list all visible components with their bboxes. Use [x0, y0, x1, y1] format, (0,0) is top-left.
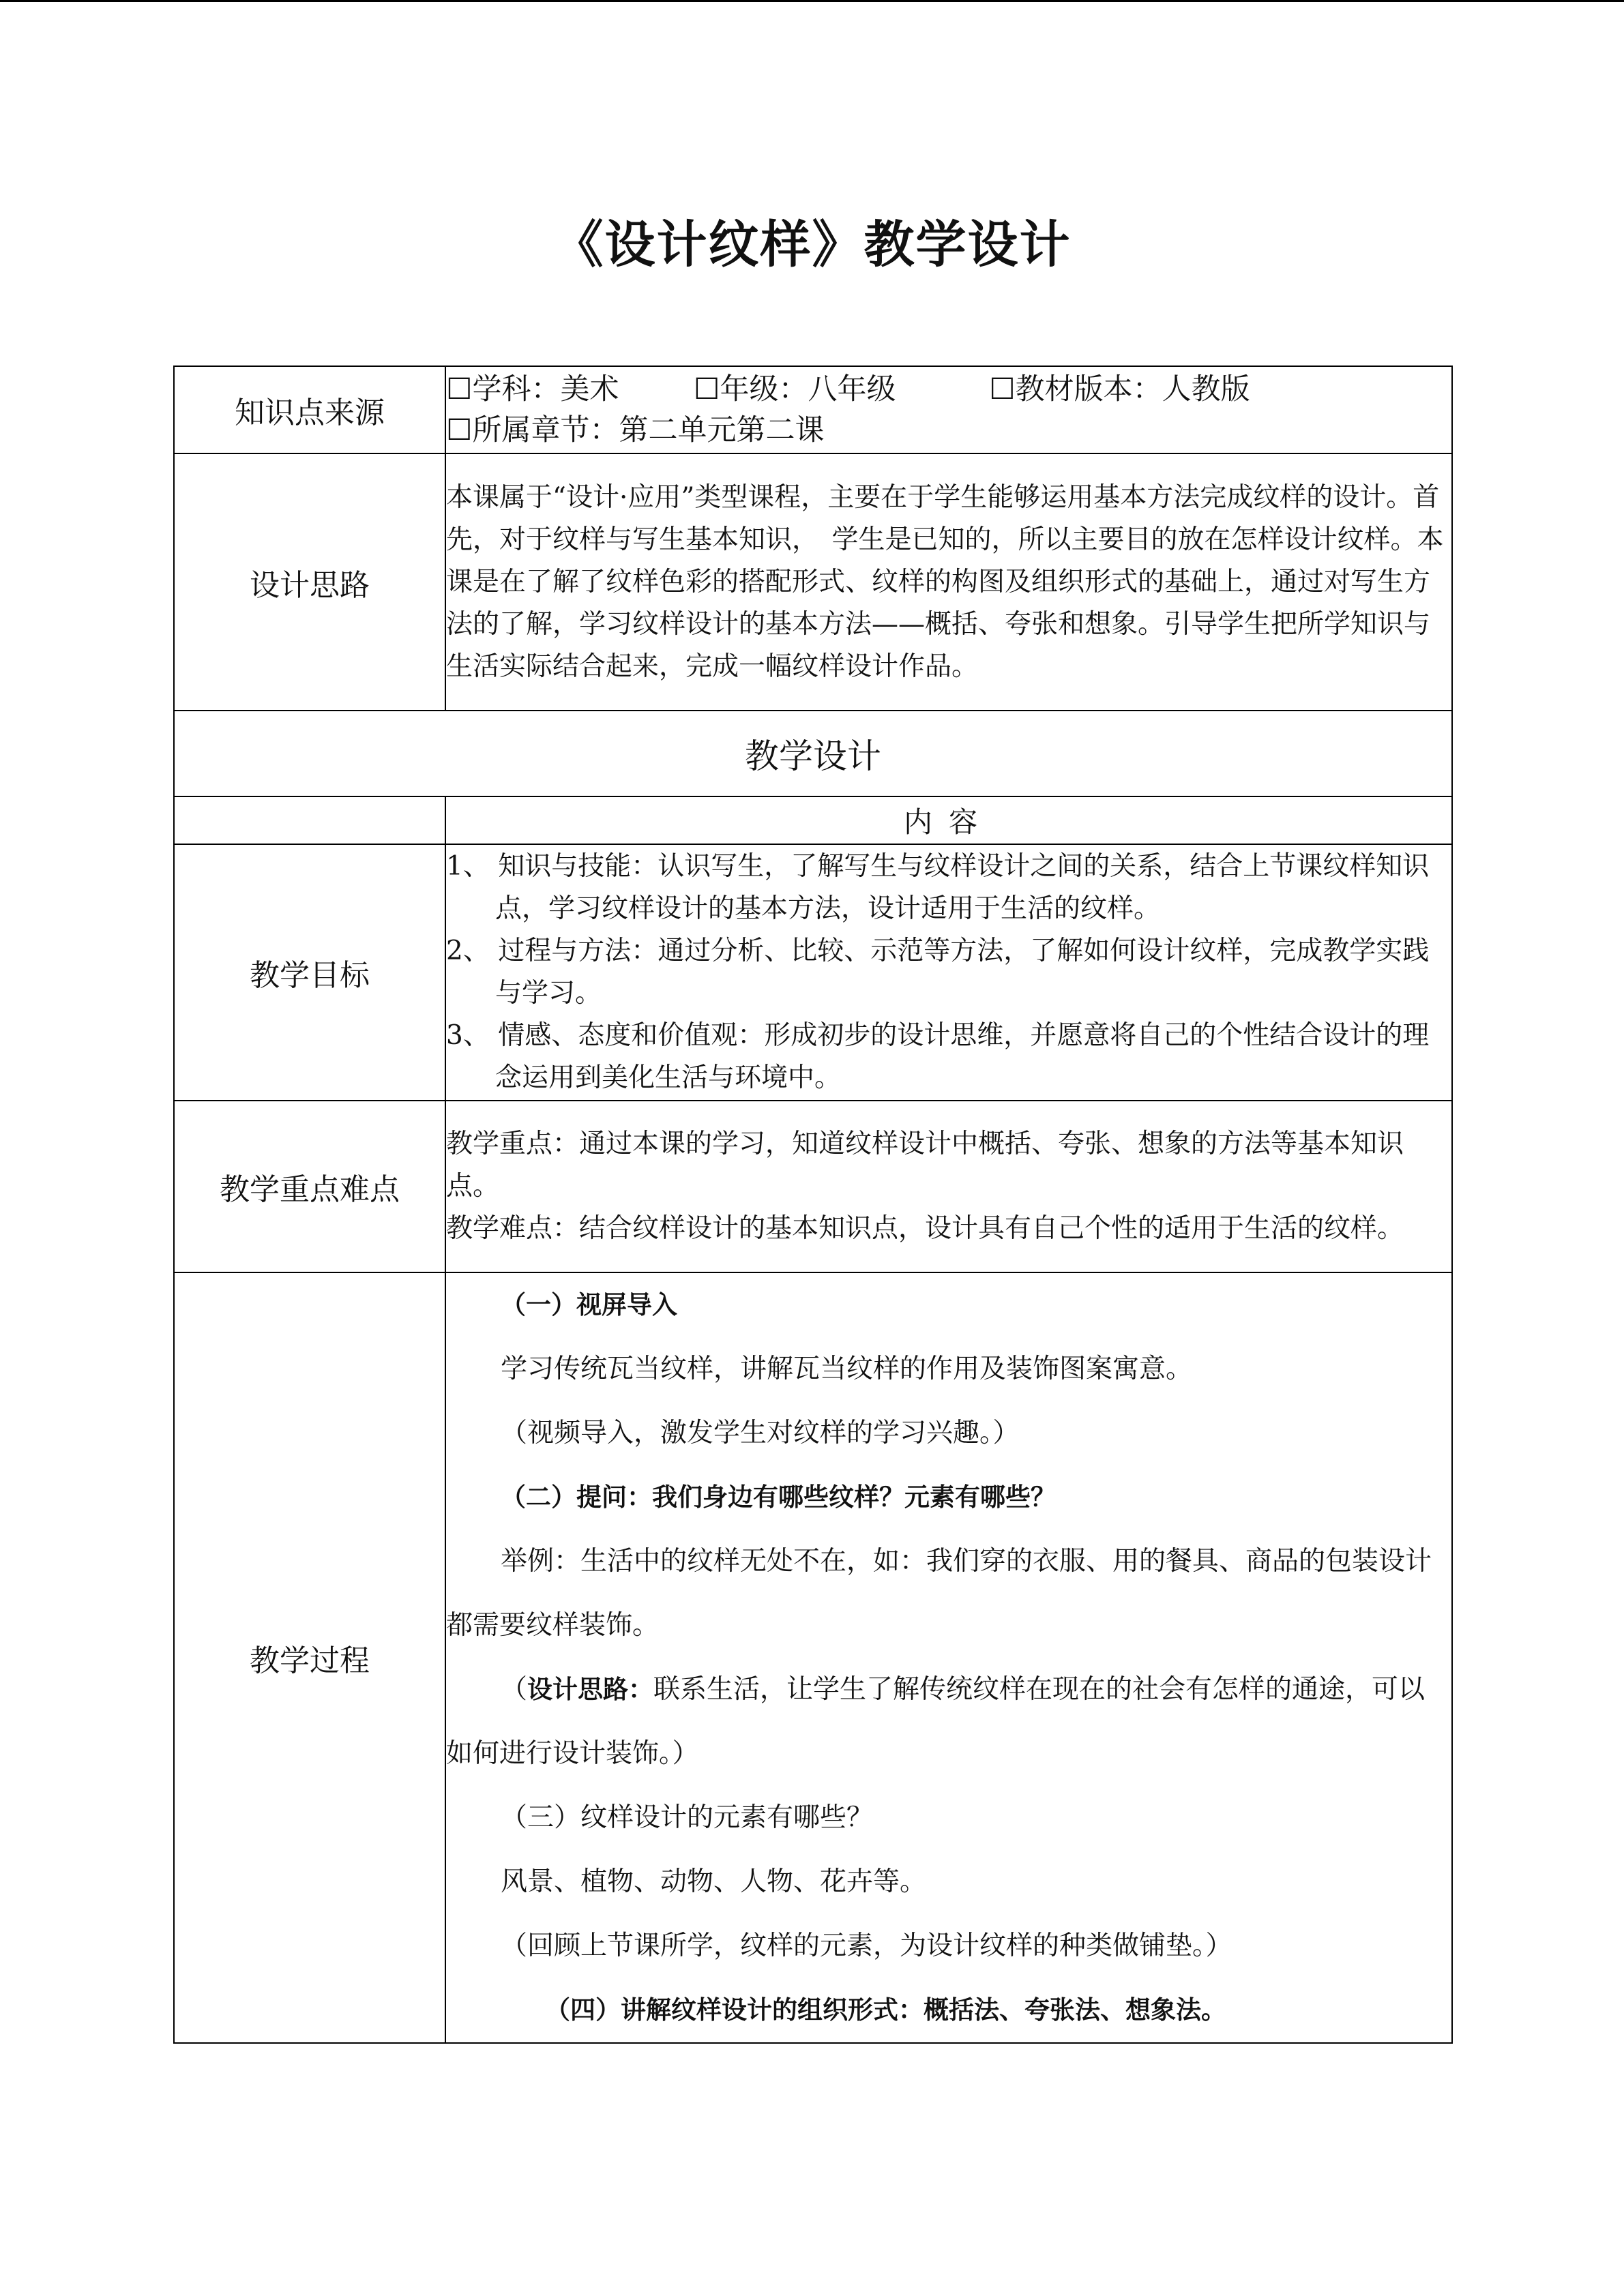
- goals-label: 教学目标: [174, 844, 445, 1101]
- lesson-plan-table: [173, 366, 1453, 2044]
- content-header: 内容: [445, 796, 1452, 844]
- process-step-1-text: 学习传统瓦当纹样，讲解瓦当纹样的作用及装饰图案寓意。: [501, 1354, 1193, 1384]
- note-bold-label: 设计思路：: [527, 1675, 654, 1704]
- process-step-1-title: （一）视屏导入: [501, 1290, 677, 1320]
- goals-content: [445, 844, 1452, 1101]
- page-top-border: [0, 0, 1624, 2]
- process-step-2-note: [446, 1658, 1451, 1786]
- source-label: 知识点来源: [174, 366, 445, 453]
- process-step-3-note: （回顾上节课所学，纹样的元素，为设计纹样的种类做铺垫。）: [501, 1930, 1232, 1961]
- row-process: [174, 1272, 1452, 2043]
- row-source: [174, 366, 1452, 453]
- design-idea-label: 设计思路: [174, 453, 445, 711]
- source-line-2: ☐所属章节：第二单元第二课: [446, 413, 825, 447]
- goal-item-1: 1、 知识与技能：认识写生，了解写生与纹样设计之间的关系，结合上节课纹样知识点，学习纹样设计的基本方法，设计适用于生活的纹样。: [446, 851, 1430, 924]
- source-line-1: ☐学科：美术 ☐年级：八年级 ☐教材版本：人教版: [446, 372, 1250, 406]
- goal-item-3: 3、 情感、态度和价值观：形成初步的设计思维，并愿意将自己的个性结合设计的理念运用到美化生活与环境中。: [446, 1020, 1430, 1093]
- row-goals: [174, 844, 1452, 1101]
- process-label: 教学过程: [174, 1272, 445, 2043]
- content-header-blank: [174, 796, 445, 844]
- process-step-2-title: （二）提问：我们身边有哪些纹样？元素有哪些？: [501, 1482, 1056, 1512]
- row-section-heading: [174, 711, 1452, 796]
- row-key-points: [174, 1101, 1452, 1272]
- row-content-header: [174, 796, 1452, 844]
- process-step-1-note: （视频导入，激发学生对纹样的学习兴趣。）: [501, 1418, 1020, 1448]
- process-step-3-text: 风景、植物、动物、人物、花卉等。: [501, 1866, 927, 1897]
- process-content: [445, 1272, 1452, 2043]
- design-idea-text: 本课属于“设计·应用”类型课程，主要在于学生能够运用基本方法完成纹样的设计。首先，对于纹样与写生基本知识， 学生是已知的，所以主要目的放在怎样设计纹样。本课是在了解了纹样色彩的搭配形式、纹样的构图及组织形式的基础上，通过对写生方法的了解，学习纹样设计的基本方法——概括、夸张和想象。引导学生把所学知识与生活实际结合起来，完成一幅纹样设计作品。: [445, 453, 1452, 711]
- key-points-content: [445, 1101, 1452, 1272]
- process-step-4-title: （四）讲解纹样设计的组织形式：概括法、夸张法、想象法。: [545, 1995, 1226, 2025]
- key-difficulty: 教学难点：结合纹样设计的基本知识点，设计具有自己个性的适用于生活的纹样。: [446, 1213, 1404, 1244]
- goals-list: [446, 846, 1451, 1099]
- process-step-2-text: 举例：生活中的纹样无处不在，如：我们穿的衣服、用的餐具、商品的包装设计都需要纹样装饰。: [446, 1546, 1432, 1641]
- goal-item-2: 2、 过程与方法：通过分析、比较、示范等方法，了解如何设计纹样，完成教学实践与学习。: [446, 936, 1430, 1009]
- key-points-label: 教学重点难点: [174, 1101, 445, 1272]
- note-open-paren: （: [501, 1674, 528, 1705]
- row-design-idea: [174, 453, 1452, 711]
- source-content: [445, 366, 1452, 453]
- note-text: 联系生活，让学生了解传统纹样在现在的社会有怎样的通途，可以如何进行设计装饰。）: [446, 1674, 1426, 1769]
- section-heading: 教学设计: [174, 711, 1452, 796]
- page-title: 《设计纹样》教学设计: [552, 215, 1072, 274]
- key-focus: 教学重点：通过本课的学习，知道纹样设计中概括、夸张、想象的方法等基本知识点。: [446, 1129, 1404, 1202]
- process-step-3-title: （三）纹样设计的元素有哪些？: [501, 1802, 874, 1833]
